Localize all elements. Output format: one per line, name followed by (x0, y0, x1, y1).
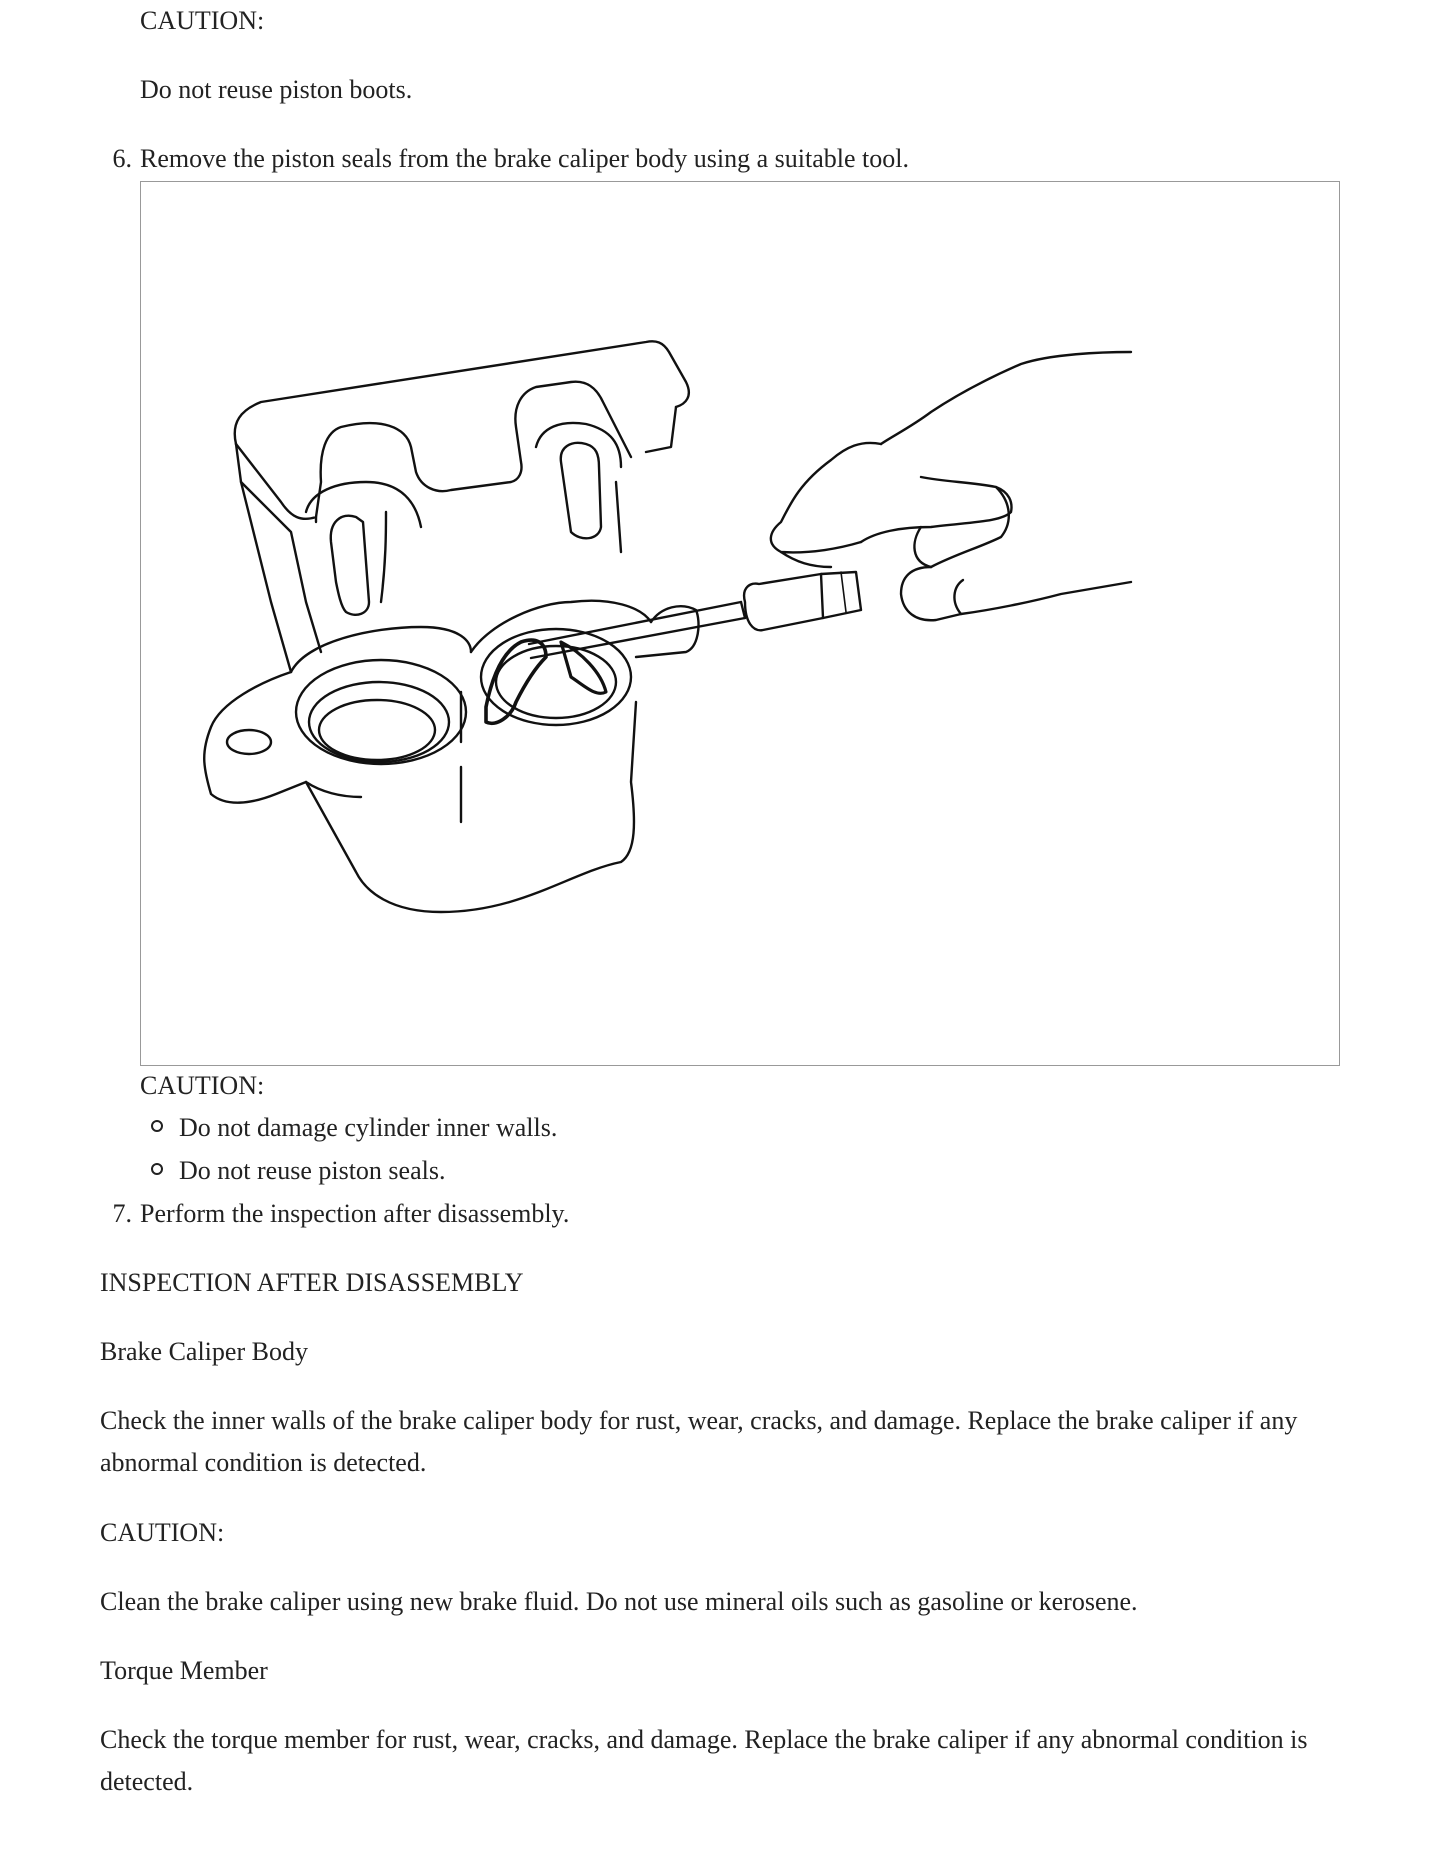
caliper-body-paragraph: Check the inner walls of the brake caliper body for rust, wear, cracks, and damage. Replace the brake caliper if any abnormal condition is detected. (100, 1406, 1298, 1477)
list-item: Do not damage cylinder inner walls. (179, 1113, 558, 1142)
caution-text-boots: Do not reuse piston boots. (140, 75, 413, 104)
torque-member-heading: Torque Member (100, 1656, 268, 1685)
inspection-heading: INSPECTION AFTER DISASSEMBLY (100, 1268, 524, 1297)
list-item: Do not reuse piston seals. (179, 1156, 446, 1185)
step-6-number: 6. (112, 144, 132, 173)
bullet-icon (151, 1120, 163, 1132)
caliper-body-heading: Brake Caliper Body (100, 1337, 308, 1366)
step-7-text: Perform the inspection after disassembly. (140, 1199, 570, 1228)
caution-label-mid: CAUTION: (140, 1071, 265, 1100)
step-7-number: 7. (112, 1199, 132, 1228)
clean-caliper-text: Clean the brake caliper using new brake fluid. Do not use mineral oils such as gasoline or kerosene. (100, 1587, 1138, 1616)
caliper-drawing (141, 182, 1341, 1067)
torque-member-paragraph: Check the torque member for rust, wear, cracks, and damage. Replace the brake caliper if any abnormal condition is detected. (100, 1725, 1308, 1796)
caution-label-top: CAUTION: (140, 6, 265, 35)
bullet-icon (151, 1163, 163, 1175)
caliper-seal-removal-illustration (140, 181, 1340, 1066)
caution-label-bottom: CAUTION: (100, 1518, 225, 1547)
step-6-text: Remove the piston seals from the brake caliper body using a suitable tool. (140, 144, 909, 173)
